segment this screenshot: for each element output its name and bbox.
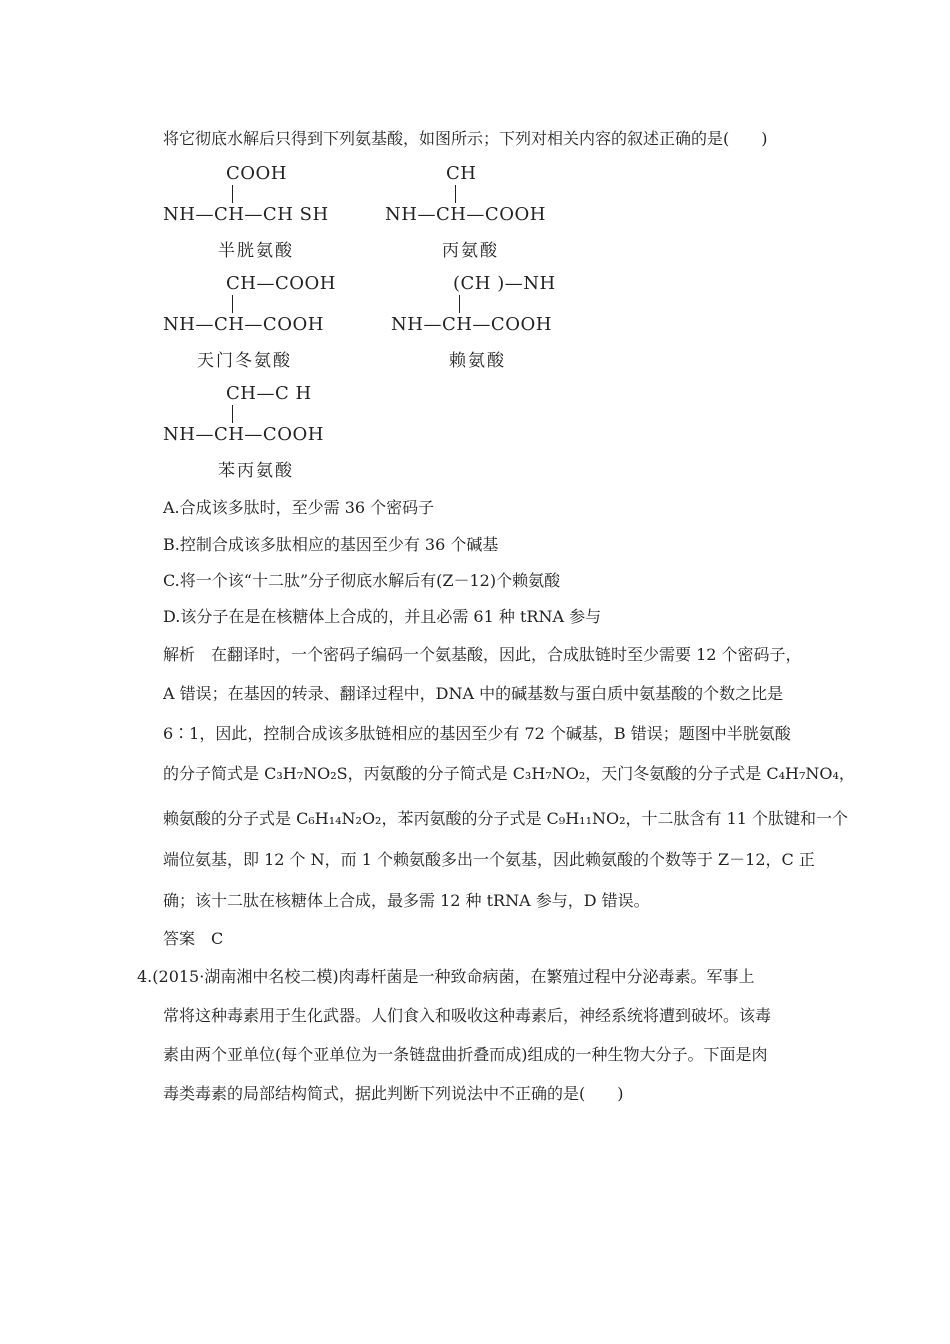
option-d: D.该分子在是在核糖体上合成的，并且必需 61 种 tRNA 参与 <box>163 607 602 626</box>
analysis-line-5: 赖氨酸的分子式是 C₆H₁₄N₂O₂，苯丙氨酸的分子式是 C₉H₁₁NO₂，十二肽含有 11 个肽键和一个 <box>163 809 849 828</box>
bond-line <box>232 185 233 203</box>
option-a: A.合成该多肽时，至少需 36 个密码子 <box>163 498 435 517</box>
alanine-name: 丙氨酸 <box>442 241 499 261</box>
cysteine-top: COOH <box>226 163 287 184</box>
phenylalanine-name: 苯丙氨酸 <box>218 461 294 481</box>
question4-line-3: 素由两个亚单位(每个亚单位为一条链盘曲折叠而成)组成的一种生物大分子。下面是肉 <box>163 1045 768 1064</box>
answer: 答案 C <box>163 929 224 948</box>
option-c: C.将一个该“十二肽”分子彻底水解后有(Z－12)个赖氨酸 <box>163 571 561 590</box>
lysine-name: 赖氨酸 <box>449 351 506 371</box>
aspartic-acid-top: CH—COOH <box>226 273 336 294</box>
phenylalanine-top: CH—C H <box>226 383 312 404</box>
lysine-top: (CH )—NH <box>453 273 556 294</box>
lysine-main: NH—CH—COOH <box>391 314 552 335</box>
analysis-line-1: 解析 在翻译时，一个密码子编码一个氨基酸，因此，合成肽链时至少需要 12 个密码子， <box>163 645 802 664</box>
analysis-line-2: A 错误；在基因的转录、翻译过程中，DNA 中的碱基数与蛋白质中氨基酸的个数之比是 <box>163 684 784 703</box>
bond-line <box>232 295 233 313</box>
option-b: B.控制合成该多肽相应的基因至少有 36 个碱基 <box>163 535 499 554</box>
alanine-top: CH <box>446 163 477 184</box>
bond-line <box>459 295 460 313</box>
analysis-line-3: 6∶1，因此，控制合成该多肽链相应的基因至少有 72 个碱基，B 错误；题图中半胱氨酸 <box>163 724 791 743</box>
question4-line-4: 毒类毒素的局部结构简式，据此判断下列说法中不正确的是( ) <box>163 1084 624 1103</box>
cysteine-name: 半胱氨酸 <box>218 241 294 261</box>
analysis-line-6: 端位氨基，即 12 个 N，而 1 个赖氨酸多出一个氨基，因此赖氨酸的个数等于 Z－12，C 正 <box>163 850 815 869</box>
aspartic-acid-main: NH—CH—COOH <box>163 314 324 335</box>
bond-line <box>455 185 456 203</box>
alanine-main: NH—CH—COOH <box>385 204 546 225</box>
phenylalanine-main: NH—CH—COOH <box>163 424 324 445</box>
analysis-line-7: 确；该十二肽在核糖体上合成，最多需 12 种 tRNA 参与，D 错误。 <box>163 891 650 910</box>
cysteine-main: NH—CH—CH SH <box>163 204 329 225</box>
bond-line <box>232 405 233 423</box>
aspartic-acid-name: 天门冬氨酸 <box>197 351 292 371</box>
question4-line-2: 常将这种毒素用于生化武器。人们食入和吸收这种毒素后，神经系统将遭到破坏。该毒 <box>163 1006 772 1025</box>
question4-line-1: 4.(2015·湖南湘中名校二模)肉毒杆菌是一种致命病菌，在繁殖过程中分泌毒素。军事上 <box>137 967 755 986</box>
question-stem: 将它彻底水解后只得到下列氨基酸，如图所示；下列对相关内容的叙述正确的是( ) <box>163 129 768 148</box>
analysis-line-4: 的分子简式是 C₃H₇NO₂S，丙氨酸的分子简式是 C₃H₇NO₂，天门冬氨酸的分子式是 C₄H₇NO₄， <box>163 764 855 783</box>
